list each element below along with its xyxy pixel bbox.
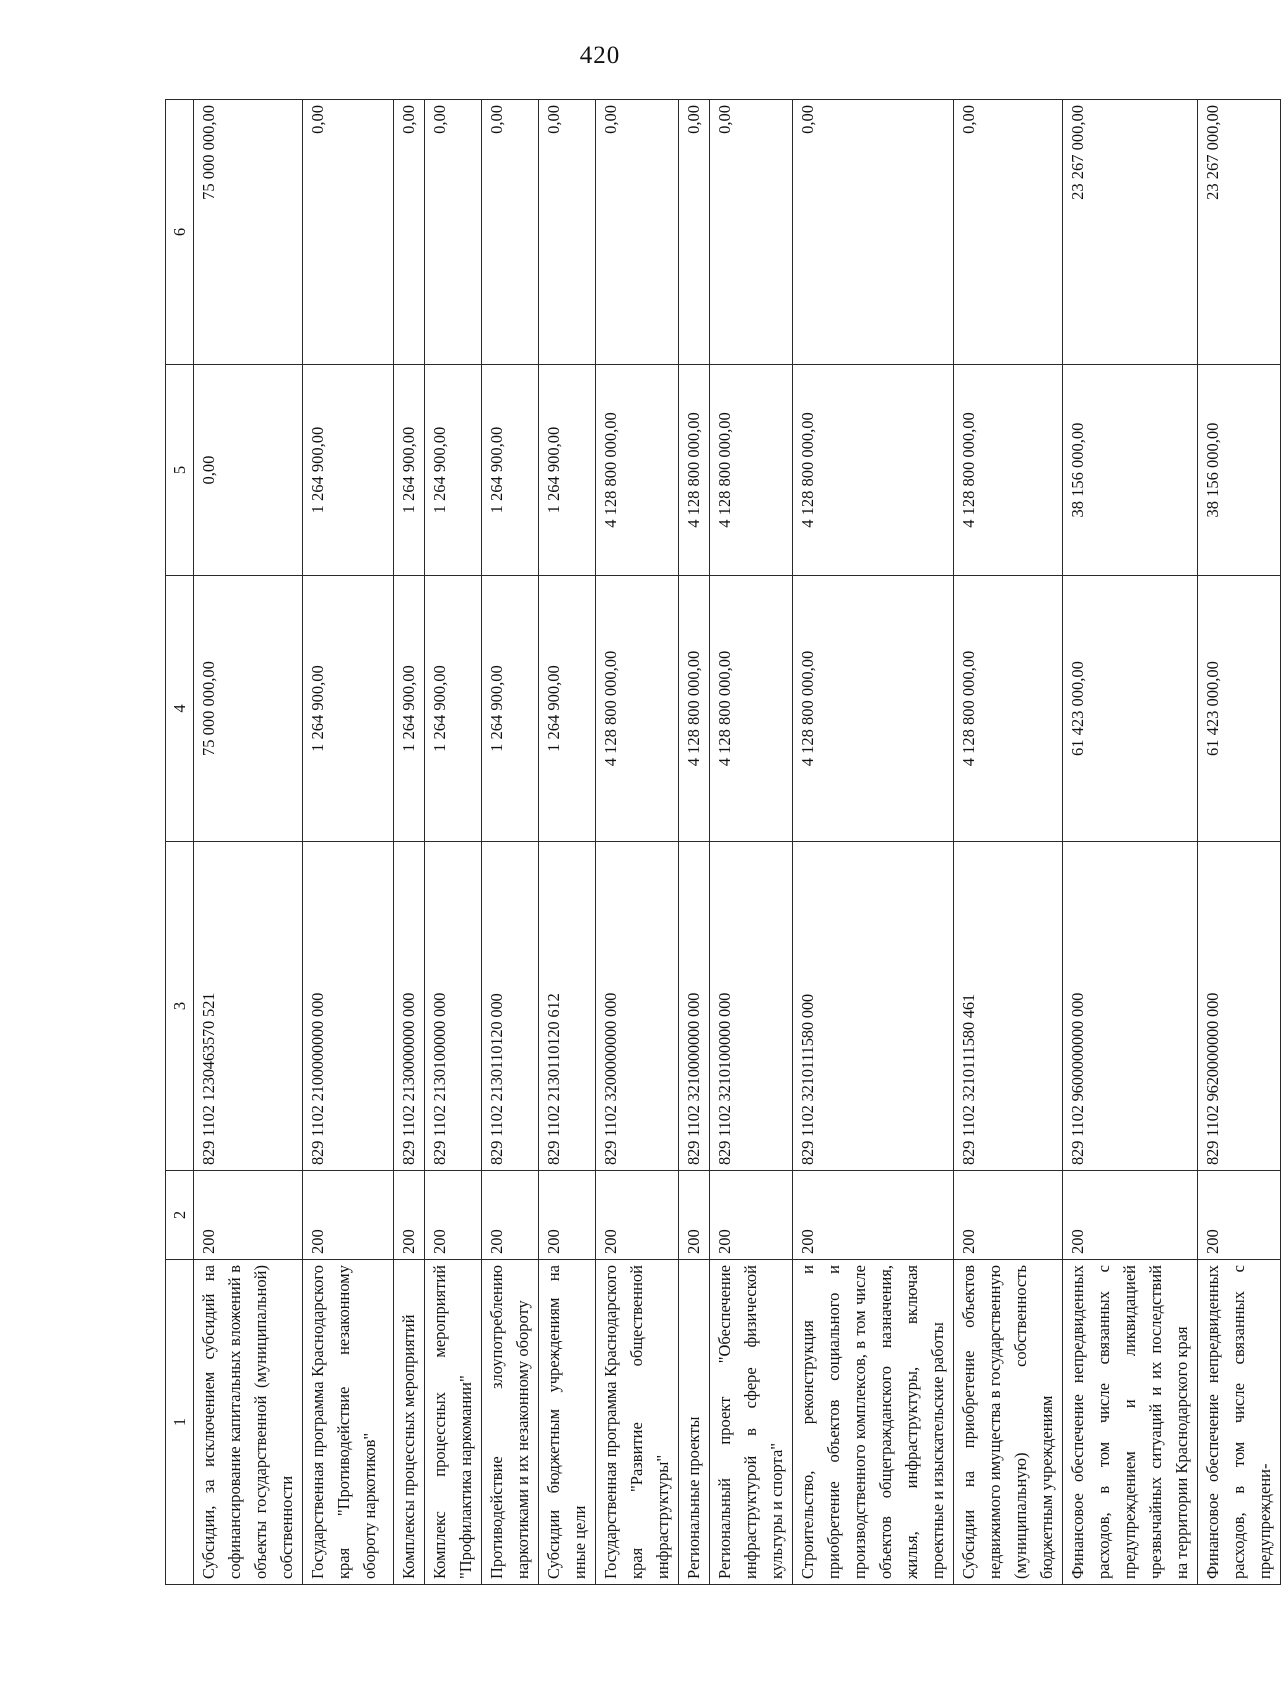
amount-col4-cell: 4 128 800 000,00 [596, 576, 679, 842]
budget-table [165, 99, 1281, 1585]
budget-code-cell: 829 1102 3200000000 000 [596, 842, 679, 1171]
admin-code-cell: 200 [793, 1171, 954, 1260]
admin-code-cell: 200 [679, 1171, 710, 1260]
amount-col6-cell: 0,00 [394, 100, 425, 365]
amount-col6-cell: 75 000 000,00 [194, 100, 303, 365]
amount-col5-cell: 1 264 900,00 [539, 365, 596, 576]
amount-col4-cell: 4 128 800 000,00 [793, 576, 954, 842]
admin-code-cell: 200 [710, 1171, 793, 1260]
table-row [1063, 100, 1198, 1585]
amount-col5-cell: 4 128 800 000,00 [710, 365, 793, 576]
row-name-cell: Финансовое обеспечение непредвиденных расходов, в том числе связанных с предупреждением и ликвидацией чрезвычайных ситуаций и их последствий на территории Краснодарского края [1063, 1260, 1198, 1585]
budget-code-cell: 829 1102 9620000000 000 [1198, 842, 1281, 1171]
amount-col6-cell: 0,00 [596, 100, 679, 365]
table-row [679, 100, 710, 1585]
budget-code-cell: 829 1102 3210111580 461 [954, 842, 1063, 1171]
budget-code-cell: 829 1102 2130110120 612 [539, 842, 596, 1171]
header-cell: 2 [166, 1171, 194, 1260]
admin-code-cell: 200 [539, 1171, 596, 1260]
admin-code-cell: 200 [194, 1171, 303, 1260]
amount-col4-cell: 1 264 900,00 [303, 576, 394, 842]
amount-col6-cell: 23 267 000,00 [1063, 100, 1198, 365]
amount-col5-cell: 1 264 900,00 [394, 365, 425, 576]
amount-col6-cell: 0,00 [954, 100, 1063, 365]
admin-code-cell: 200 [482, 1171, 539, 1260]
amount-col6-cell: 0,00 [482, 100, 539, 365]
row-name-cell: Региональные проекты [679, 1260, 710, 1585]
row-name-cell: Противодействие злоупотреблению наркотиками и их незаконному обороту [482, 1260, 539, 1585]
amount-col6-cell: 0,00 [679, 100, 710, 365]
row-name-cell: Финансовое обеспечение непредвиденных расходов, в том числе связанных с предупреждени- [1198, 1260, 1281, 1585]
row-name-cell: Государственная программа Краснодарского края "Противодействие незаконному обороту наркотиков" [303, 1260, 394, 1585]
row-name-cell: Субсидии бюджетным учреждениям на иные цели [539, 1260, 596, 1585]
amount-col5-cell: 4 128 800 000,00 [793, 365, 954, 576]
amount-col5-cell: 4 128 800 000,00 [679, 365, 710, 576]
admin-code-cell: 200 [394, 1171, 425, 1260]
amount-col5-cell: 1 264 900,00 [303, 365, 394, 576]
amount-col4-cell: 75 000 000,00 [194, 576, 303, 842]
header-cell: 4 [166, 576, 194, 842]
amount-col4-cell: 4 128 800 000,00 [954, 576, 1063, 842]
table-row [539, 100, 596, 1585]
budget-code-cell: 829 1102 1230463570 521 [194, 842, 303, 1171]
admin-code-cell: 200 [596, 1171, 679, 1260]
amount-col4-cell: 1 264 900,00 [425, 576, 482, 842]
amount-col4-cell: 4 128 800 000,00 [679, 576, 710, 842]
budget-code-cell: 829 1102 2100000000 000 [303, 842, 394, 1171]
row-name-cell: Субсидии на приобретение объектов недвижимого имущества в государственную (муниципальную) собственность бюджетным учреждениям [954, 1260, 1063, 1585]
admin-code-cell: 200 [1063, 1171, 1198, 1260]
table-row [194, 100, 303, 1585]
amount-col5-cell: 1 264 900,00 [425, 365, 482, 576]
row-name-cell: Комплексы процессных мероприятий [394, 1260, 425, 1585]
amount-col4-cell: 61 423 000,00 [1063, 576, 1198, 842]
amount-col6-cell: 0,00 [539, 100, 596, 365]
table-row [482, 100, 539, 1585]
amount-col5-cell: 38 156 000,00 [1063, 365, 1198, 576]
amount-col6-cell: 0,00 [425, 100, 482, 365]
amount-col5-cell: 4 128 800 000,00 [954, 365, 1063, 576]
row-name-cell: Субсидии, за исключением субсидий на софинансирование капитальных вложений в объекты государственной (муниципальной) собственности [194, 1260, 303, 1585]
header-cell: 6 [166, 100, 194, 365]
header-row [166, 100, 194, 1585]
amount-col6-cell: 23 267 000,00 [1198, 100, 1281, 365]
table-row [394, 100, 425, 1585]
table-row [596, 100, 679, 1585]
amount-col4-cell: 61 423 000,00 [1198, 576, 1281, 842]
amount-col6-cell: 0,00 [710, 100, 793, 365]
header-cell: 1 [166, 1260, 194, 1585]
amount-col4-cell: 1 264 900,00 [539, 576, 596, 842]
rotated-table-frame [165, 100, 1274, 1585]
budget-code-cell: 829 1102 2130100000 000 [425, 842, 482, 1171]
table-row [1198, 100, 1281, 1585]
budget-code-cell: 829 1102 3210100000 000 [710, 842, 793, 1171]
header-cell: 5 [166, 365, 194, 576]
admin-code-cell: 200 [303, 1171, 394, 1260]
row-name-cell: Государственная программа Краснодарского края "Развитие общественной инфраструктуры" [596, 1260, 679, 1585]
admin-code-cell: 200 [425, 1171, 482, 1260]
table-row [303, 100, 394, 1585]
budget-code-cell: 829 1102 3210111580 000 [793, 842, 954, 1171]
amount-col6-cell: 0,00 [793, 100, 954, 365]
amount-col5-cell: 38 156 000,00 [1198, 365, 1281, 576]
row-name-cell: Строительство, реконструкция и приобретение объектов социального и производственного комплексов, в том числе объектов общегражданского назначения, жилья, инфраструктуры, включая проектные и изыскательские работы [793, 1260, 954, 1585]
amount-col5-cell: 4 128 800 000,00 [596, 365, 679, 576]
table-row [425, 100, 482, 1585]
page-number: 420 [579, 42, 621, 69]
table-row [793, 100, 954, 1585]
budget-code-cell: 829 1102 2130000000 000 [394, 842, 425, 1171]
amount-col4-cell: 1 264 900,00 [394, 576, 425, 842]
row-name-cell: Региональный проект "Обеспечение инфраструктурой в сфере физической культуры и спорта" [710, 1260, 793, 1585]
admin-code-cell: 200 [1198, 1171, 1281, 1260]
amount-col5-cell: 0,00 [194, 365, 303, 576]
amount-col4-cell: 1 264 900,00 [482, 576, 539, 842]
amount-col4-cell: 4 128 800 000,00 [710, 576, 793, 842]
table-row [710, 100, 793, 1585]
budget-code-cell: 829 1102 9600000000 000 [1063, 842, 1198, 1171]
table-row [954, 100, 1063, 1585]
admin-code-cell: 200 [954, 1171, 1063, 1260]
header-cell: 3 [166, 842, 194, 1171]
row-name-cell: Комплекс процессных мероприятий "Профилактика наркомании" [425, 1260, 482, 1585]
budget-code-cell: 829 1102 3210000000 000 [679, 842, 710, 1171]
budget-code-cell: 829 1102 2130110120 000 [482, 842, 539, 1171]
amount-col6-cell: 0,00 [303, 100, 394, 365]
amount-col5-cell: 1 264 900,00 [482, 365, 539, 576]
